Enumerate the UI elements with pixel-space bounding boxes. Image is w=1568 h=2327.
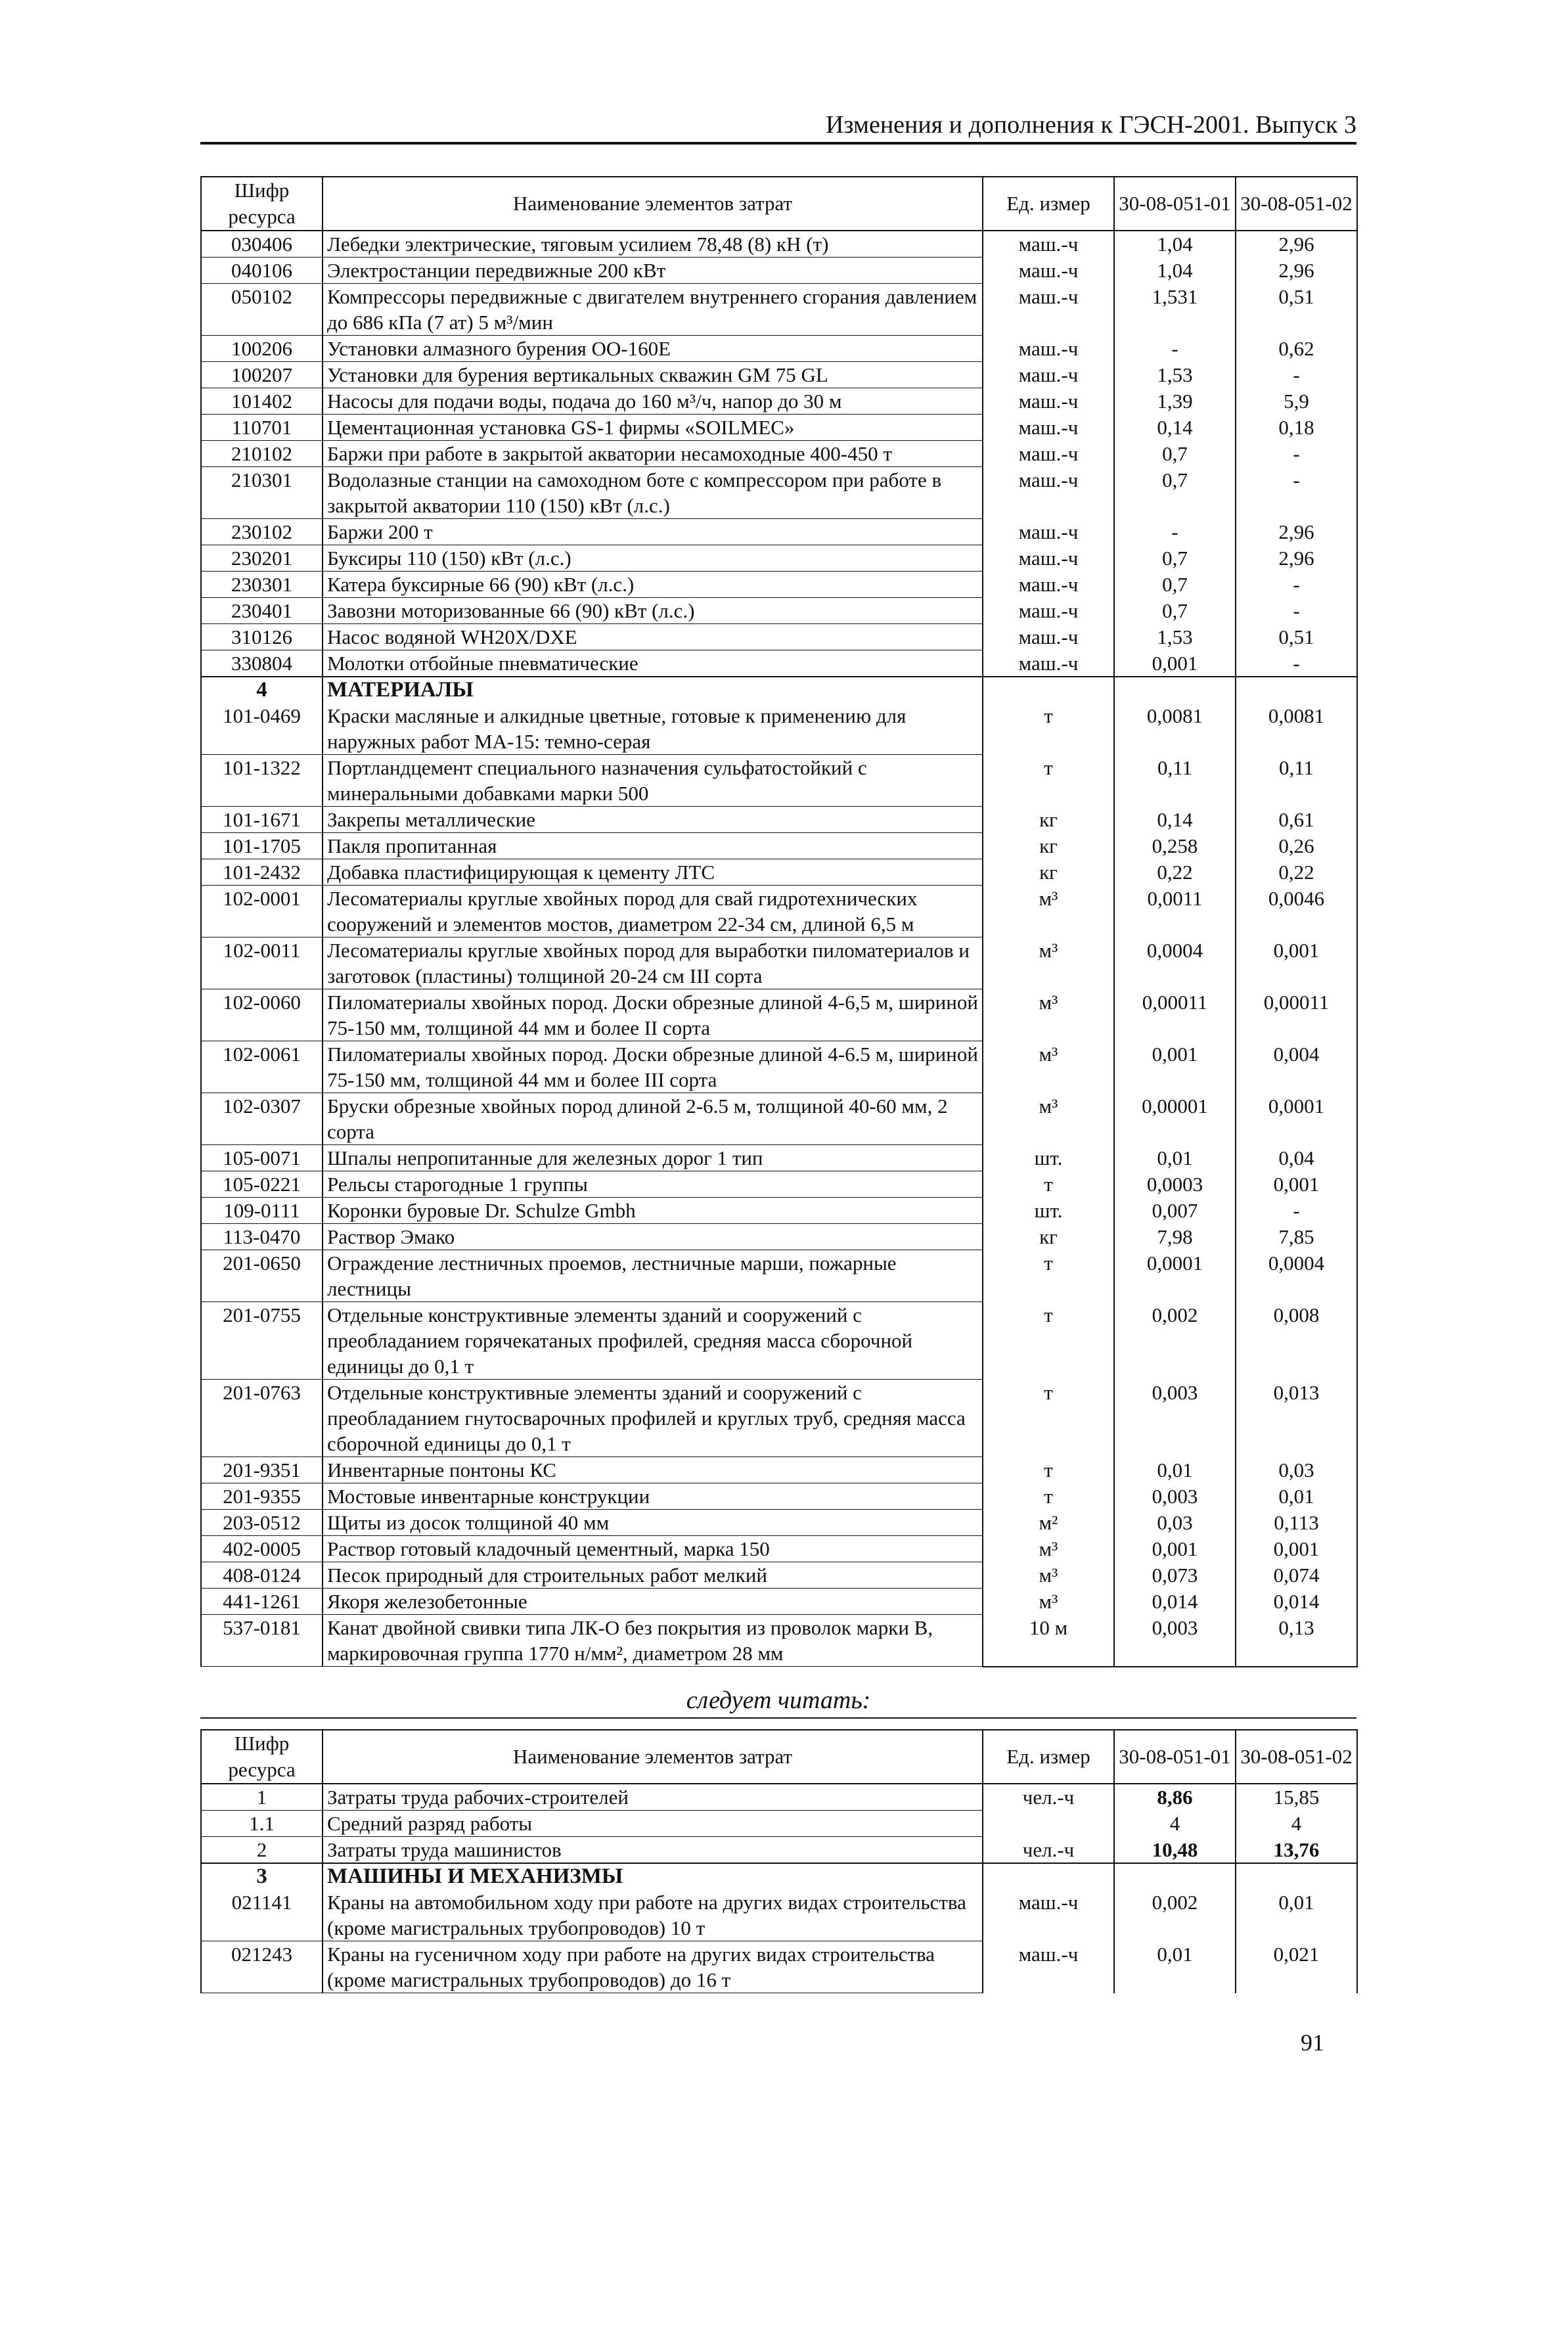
materials-rows	[201, 677, 1357, 1667]
value-col1: 8,86	[1114, 1784, 1236, 1811]
unit: т	[983, 755, 1114, 807]
value-col1: 1,04	[1114, 231, 1236, 258]
value-col2: 5,9	[1236, 388, 1357, 415]
resource-code: 021243	[201, 1941, 323, 1993]
resource-name: Рельсы старогодные 1 группы	[323, 1171, 983, 1198]
resource-code: 1	[201, 1784, 323, 1811]
table-row	[201, 231, 1357, 258]
resource-code: 030406	[201, 231, 323, 258]
value-col2: 0,26	[1236, 833, 1357, 859]
unit: м³	[983, 938, 1114, 989]
value-col1: 0,002	[1114, 1302, 1236, 1380]
resource-code: 101-0469	[201, 703, 323, 755]
table-row	[201, 545, 1357, 572]
resource-name: Раствор Эмако	[323, 1224, 983, 1250]
unit: м³	[983, 1536, 1114, 1562]
value-col1: 0,7	[1114, 441, 1236, 467]
value-col1: 0,11	[1114, 755, 1236, 807]
unit: м³	[983, 1093, 1114, 1145]
unit: маш.-ч	[983, 598, 1114, 624]
resource-name: Насосы для подачи воды, подача до 160 м³/ч, напор до 30 м	[323, 388, 983, 415]
header-col1: 30-08-051-01	[1114, 177, 1236, 231]
resource-name: Компрессоры передвижные с двигателем внутреннего сгорания давлением до 686 кПа (7 ат) 5 м³/мин	[323, 284, 983, 336]
resource-code: 040106	[201, 258, 323, 284]
value-col1: 0,0004	[1114, 938, 1236, 989]
resource-name: Молотки отбойные пневматические	[323, 650, 983, 677]
section-code: 4	[201, 677, 323, 703]
value-col2: 0,001	[1236, 1171, 1357, 1198]
table-row	[201, 1171, 1357, 1198]
resource-code: 101-1671	[201, 807, 323, 833]
resource-name: Цементационная установка GS-1 фирмы «SOILMEC»	[323, 415, 983, 441]
value-col1: 0,003	[1114, 1615, 1236, 1667]
resource-name: Шпалы непропитанные для железных дорог 1 тип	[323, 1145, 983, 1171]
value-col2: 0,51	[1236, 284, 1357, 336]
resource-code: 1.1	[201, 1811, 323, 1837]
value-col2: 0,00011	[1236, 989, 1357, 1041]
table-row	[201, 989, 1357, 1041]
subtitle-text: следует читать:	[686, 1686, 871, 1714]
resource-name: Лебедки электрические, тяговым усилием 78,48 (8) кН (т)	[323, 231, 983, 258]
resource-name: Лесоматериалы круглые хвойных пород для выработки пиломатериалов и заготовок (пластины) толщиной 20-24 см III сорта	[323, 938, 983, 989]
table-row	[201, 624, 1357, 650]
resource-name: Раствор готовый кладочный цементный, марка 150	[323, 1536, 983, 1562]
resource-code: 105-0071	[201, 1145, 323, 1171]
resource-name: Якоря железобетонные	[323, 1589, 983, 1615]
resource-code: 230301	[201, 572, 323, 598]
resource-name: Пакля пропитанная	[323, 833, 983, 859]
resource-code: 101-2432	[201, 859, 323, 886]
unit: 10 м	[983, 1615, 1114, 1667]
table-row	[201, 1250, 1357, 1302]
table-row	[201, 1510, 1357, 1536]
value-col2: 13,76	[1236, 1837, 1357, 1864]
table-row	[201, 1615, 1357, 1667]
value-col2: 0,01	[1236, 1483, 1357, 1510]
unit: маш.-ч	[983, 624, 1114, 650]
value-col2: 0,01	[1236, 1889, 1357, 1941]
value-col2: 0,004	[1236, 1041, 1357, 1093]
resource-name: Водолазные станции на самоходном боте с компрессором при работе в закрытой акватории 110 (150) кВт (л.с.)	[323, 467, 983, 519]
resource-code: 402-0005	[201, 1536, 323, 1562]
header-unit: Ед. измер	[983, 1730, 1114, 1784]
value-col1: 0,073	[1114, 1562, 1236, 1589]
unit: м³	[983, 989, 1114, 1041]
resource-code: 408-0124	[201, 1562, 323, 1589]
table-row	[201, 1536, 1357, 1562]
value-col1: -	[1114, 336, 1236, 362]
unit: м³	[983, 1562, 1114, 1589]
resource-name: Средний разряд работы	[323, 1811, 983, 1837]
value-col2: 0,0001	[1236, 1093, 1357, 1145]
table-row	[201, 1380, 1357, 1457]
resource-code: 105-0221	[201, 1171, 323, 1198]
table-row	[201, 703, 1357, 755]
resource-name: Установки алмазного бурения ОО-160Е	[323, 336, 983, 362]
unit: т	[983, 1250, 1114, 1302]
value-col1: 0,01	[1114, 1457, 1236, 1483]
value-col2: 0,0046	[1236, 886, 1357, 938]
unit: м³	[983, 1041, 1114, 1093]
value-col2: 0,001	[1236, 938, 1357, 989]
resource-name: Установки для бурения вертикальных скважин GM 75 GL	[323, 362, 983, 388]
resource-code: 537-0181	[201, 1615, 323, 1667]
resource-name: Краны на гусеничном ходу при работе на других видах строительства (кроме магистральных трубопроводов) до 16 т	[323, 1941, 983, 1993]
header-unit: Ед. измер	[983, 177, 1114, 231]
resource-table-new	[200, 1729, 1356, 1993]
resource-name: Затраты труда рабочих-строителей	[323, 1784, 983, 1811]
resource-name: Пиломатериалы хвойных пород. Доски обрезные длиной 4-6,5 м, шириной 75-150 мм, толщиной 44 мм и более II сорта	[323, 989, 983, 1041]
value-col1: 1,04	[1114, 258, 1236, 284]
resource-code: 210301	[201, 467, 323, 519]
labor-rows	[201, 1784, 1357, 1863]
resource-code: 310126	[201, 624, 323, 650]
value-col2: 15,85	[1236, 1784, 1357, 1811]
resource-name: Инвентарные понтоны КС	[323, 1457, 983, 1483]
resource-name: Лесоматериалы круглые хвойных пород для свай гидротехнических сооружений и элементов мостов, диаметром 22-34 см, длиной 6,5 м	[323, 886, 983, 938]
unit: маш.-ч	[983, 650, 1114, 677]
unit: шт.	[983, 1145, 1114, 1171]
table-row	[201, 1941, 1357, 1993]
unit: маш.-ч	[983, 1941, 1114, 1993]
table-row	[201, 1457, 1357, 1483]
resource-name: Пиломатериалы хвойных пород. Доски обрезные длиной 4-6.5 м, шириной 75-150 мм, толщиной 44 мм и более III сорта	[323, 1041, 983, 1093]
table-row	[201, 1041, 1357, 1093]
value-col2: -	[1236, 598, 1357, 624]
table-row	[201, 650, 1357, 677]
resource-code: 230201	[201, 545, 323, 572]
value-col1: 0,14	[1114, 807, 1236, 833]
header-code: Шифр ресурса	[201, 177, 323, 231]
section-title: МАШИНЫ И МЕХАНИЗМЫ	[323, 1863, 983, 1889]
table-row	[201, 598, 1357, 624]
value-col1: 0,001	[1114, 650, 1236, 677]
value-col2: 0,11	[1236, 755, 1357, 807]
resource-code: 100207	[201, 362, 323, 388]
value-col1: 1,53	[1114, 362, 1236, 388]
table-row	[201, 336, 1357, 362]
value-col2: 0,021	[1236, 1941, 1357, 1993]
value-col2: -	[1236, 572, 1357, 598]
value-col1: -	[1114, 519, 1236, 545]
resource-name: Завозни моторизованные 66 (90) кВт (л.с.)	[323, 598, 983, 624]
value-col1: 0,7	[1114, 545, 1236, 572]
value-col1: 0,003	[1114, 1380, 1236, 1457]
resource-code: 230401	[201, 598, 323, 624]
value-col2: 0,001	[1236, 1536, 1357, 1562]
value-col1: 0,014	[1114, 1589, 1236, 1615]
resource-code: 441-1261	[201, 1589, 323, 1615]
resource-code: 102-0307	[201, 1093, 323, 1145]
unit: м³	[983, 886, 1114, 938]
resource-code: 100206	[201, 336, 323, 362]
table-row	[201, 1198, 1357, 1224]
value-col1: 0,0081	[1114, 703, 1236, 755]
machines-rows-new	[201, 1863, 1357, 1993]
subtitle	[200, 1686, 1356, 1719]
value-col2: 4	[1236, 1811, 1357, 1837]
value-col1: 0,01	[1114, 1145, 1236, 1171]
table-row	[201, 1093, 1357, 1145]
value-col2: 7,85	[1236, 1224, 1357, 1250]
unit: т	[983, 1380, 1114, 1457]
value-col1: 1,53	[1114, 624, 1236, 650]
unit: маш.-ч	[983, 1889, 1114, 1941]
value-col2: 0,0004	[1236, 1250, 1357, 1302]
unit: маш.-ч	[983, 572, 1114, 598]
unit: маш.-ч	[983, 441, 1114, 467]
unit: т	[983, 1171, 1114, 1198]
table-row	[201, 1837, 1357, 1864]
table-row	[201, 362, 1357, 388]
table-row	[201, 886, 1357, 938]
value-col1: 0,7	[1114, 598, 1236, 624]
table-row	[201, 1589, 1357, 1615]
value-col1: 0,14	[1114, 415, 1236, 441]
resource-code: 102-0001	[201, 886, 323, 938]
value-col2: 2,96	[1236, 519, 1357, 545]
resource-name: Песок природный для строительных работ мелкий	[323, 1562, 983, 1589]
unit: кг	[983, 1224, 1114, 1250]
unit: маш.-ч	[983, 415, 1114, 441]
header-col2: 30-08-051-02	[1236, 177, 1357, 231]
resource-code: 201-0650	[201, 1250, 323, 1302]
resource-table-old	[200, 176, 1356, 1667]
unit: кг	[983, 807, 1114, 833]
value-col2: 0,18	[1236, 415, 1357, 441]
resource-code: 201-9355	[201, 1483, 323, 1510]
resource-name: Краски масляные и алкидные цветные, готовые к применению для наружных работ МА-15: темно-серая	[323, 703, 983, 755]
resource-code: 201-9351	[201, 1457, 323, 1483]
resource-code: 110701	[201, 415, 323, 441]
value-col1: 0,007	[1114, 1198, 1236, 1224]
value-col2: 0,13	[1236, 1615, 1357, 1667]
value-col1: 0,22	[1114, 859, 1236, 886]
page-header	[200, 110, 1356, 145]
value-col2: 0,0081	[1236, 703, 1357, 755]
unit: м²	[983, 1510, 1114, 1536]
unit: кг	[983, 859, 1114, 886]
resource-name: Баржи при работе в закрытой акватории несамоходные 400-450 т	[323, 441, 983, 467]
resource-code: 102-0060	[201, 989, 323, 1041]
resource-code: 201-0763	[201, 1380, 323, 1457]
table-row	[201, 807, 1357, 833]
table-row	[201, 284, 1357, 336]
value-col2: 0,51	[1236, 624, 1357, 650]
value-col1: 0,00011	[1114, 989, 1236, 1041]
unit: маш.-ч	[983, 231, 1114, 258]
unit: маш.-ч	[983, 362, 1114, 388]
resource-name: Коронки буровые Dr. Schulze Gmbh	[323, 1198, 983, 1224]
resource-code: 101-1705	[201, 833, 323, 859]
value-col1: 0,0001	[1114, 1250, 1236, 1302]
resource-code: 102-0061	[201, 1041, 323, 1093]
resource-code: 101402	[201, 388, 323, 415]
value-col2: -	[1236, 650, 1357, 677]
value-col1: 0,03	[1114, 1510, 1236, 1536]
value-col2: 0,62	[1236, 336, 1357, 362]
value-col1: 10,48	[1114, 1837, 1236, 1864]
value-col2: -	[1236, 467, 1357, 519]
resource-code: 330804	[201, 650, 323, 677]
value-col2: 0,61	[1236, 807, 1357, 833]
value-col1: 0,01	[1114, 1941, 1236, 1993]
value-col2: 0,04	[1236, 1145, 1357, 1171]
resource-name: Насос водяной WH20X/DXE	[323, 624, 983, 650]
unit: шт.	[983, 1198, 1114, 1224]
value-col1: 4	[1114, 1811, 1236, 1837]
table-row	[201, 441, 1357, 467]
table-row	[201, 1562, 1357, 1589]
resource-name: Баржи 200 т	[323, 519, 983, 545]
value-col1: 0,7	[1114, 572, 1236, 598]
resource-name: Буксиры 110 (150) кВт (л.с.)	[323, 545, 983, 572]
value-col2: -	[1236, 362, 1357, 388]
resource-name: Отдельные конструктивные элементы зданий и сооружений с преобладанием гнутосварочных профилей и круглых труб, средняя масса сборочной единицы до 0,1 т	[323, 1380, 983, 1457]
value-col1: 0,001	[1114, 1041, 1236, 1093]
resource-code: 203-0512	[201, 1510, 323, 1536]
resource-code: 201-0755	[201, 1302, 323, 1380]
header-name: Наименование элементов затрат	[323, 177, 983, 231]
table-row	[201, 1889, 1357, 1941]
unit: т	[983, 1483, 1114, 1510]
unit: т	[983, 1302, 1114, 1380]
unit: маш.-ч	[983, 467, 1114, 519]
machines-rows	[201, 231, 1357, 677]
resource-name: Закрепы металлические	[323, 807, 983, 833]
value-col1: 0,7	[1114, 467, 1236, 519]
resource-code: 021141	[201, 1889, 323, 1941]
resource-code: 050102	[201, 284, 323, 336]
value-col2: 0,22	[1236, 859, 1357, 886]
resource-name: Электростанции передвижные 200 кВт	[323, 258, 983, 284]
resource-code: 101-1322	[201, 755, 323, 807]
resource-name: Краны на автомобильном ходу при работе на других видах строительства (кроме магистральных трубопроводов) 10 т	[323, 1889, 983, 1941]
table-row	[201, 1784, 1357, 1811]
resource-code: 109-0111	[201, 1198, 323, 1224]
value-col2: -	[1236, 1198, 1357, 1224]
value-col2: 0,113	[1236, 1510, 1357, 1536]
section-row-materials	[201, 677, 1357, 703]
table-row	[201, 859, 1357, 886]
value-col2: -	[1236, 441, 1357, 467]
resource-code: 113-0470	[201, 1224, 323, 1250]
unit: чел.-ч	[983, 1837, 1114, 1864]
value-col1: 0,003	[1114, 1483, 1236, 1510]
value-col1: 0,002	[1114, 1889, 1236, 1941]
value-col1: 0,00001	[1114, 1093, 1236, 1145]
table-row	[201, 833, 1357, 859]
unit: маш.-ч	[983, 519, 1114, 545]
value-col1: 0,258	[1114, 833, 1236, 859]
value-col1: 0,001	[1114, 1536, 1236, 1562]
resource-name: Портландцемент специального назначения сульфатостойкий с минеральными добавками марки 500	[323, 755, 983, 807]
unit: чел.-ч	[983, 1784, 1114, 1811]
unit: маш.-ч	[983, 258, 1114, 284]
resource-name: Канат двойной свивки типа ЛК-О без покрытия из проволок марки В, маркировочная группа 1770 н/мм², диаметром 28 мм	[323, 1615, 983, 1667]
unit: маш.-ч	[983, 284, 1114, 336]
value-col2: 0,014	[1236, 1589, 1357, 1615]
unit: маш.-ч	[983, 336, 1114, 362]
unit: т	[983, 703, 1114, 755]
value-col2: 0,03	[1236, 1457, 1357, 1483]
header-col2: 30-08-051-02	[1236, 1730, 1357, 1784]
unit: т	[983, 1457, 1114, 1483]
table-row	[201, 388, 1357, 415]
table-row	[201, 258, 1357, 284]
unit: м³	[983, 1589, 1114, 1615]
resource-name: Отдельные конструктивные элементы зданий и сооружений с преобладанием горячекатаных профилей, средняя масса сборочной единицы до 0,1 т	[323, 1302, 983, 1380]
table-row	[201, 1302, 1357, 1380]
value-col1: 0,0003	[1114, 1171, 1236, 1198]
value-col2: 0,008	[1236, 1302, 1357, 1380]
resource-name: Катера буксирные 66 (90) кВт (л.с.)	[323, 572, 983, 598]
table-row	[201, 1811, 1357, 1837]
unit: маш.-ч	[983, 388, 1114, 415]
value-col2: 0,074	[1236, 1562, 1357, 1589]
table-row	[201, 755, 1357, 807]
resource-code: 102-0011	[201, 938, 323, 989]
table-row	[201, 1483, 1357, 1510]
resource-code: 2	[201, 1837, 323, 1864]
page-number: 91	[1301, 2029, 1324, 2056]
section-row-machines	[201, 1863, 1357, 1889]
resource-code: 230102	[201, 519, 323, 545]
value-col1: 7,98	[1114, 1224, 1236, 1250]
header-col1: 30-08-051-01	[1114, 1730, 1236, 1784]
value-col2: 0,013	[1236, 1380, 1357, 1457]
unit: кг	[983, 833, 1114, 859]
value-col1: 1,39	[1114, 388, 1236, 415]
table-header-row	[201, 1730, 1357, 1784]
header-name: Наименование элементов затрат	[323, 1730, 983, 1784]
value-col2: 2,96	[1236, 545, 1357, 572]
resource-name: Бруски обрезные хвойных пород длиной 2-6.5 м, толщиной 40-60 мм, 2 сорта	[323, 1093, 983, 1145]
unit	[983, 1811, 1114, 1837]
value-col2: 2,96	[1236, 258, 1357, 284]
value-col2: 2,96	[1236, 231, 1357, 258]
table-row	[201, 938, 1357, 989]
section-title: МАТЕРИАЛЫ	[323, 677, 983, 703]
resource-code: 210102	[201, 441, 323, 467]
table-row	[201, 1145, 1357, 1171]
header-title: Изменения и дополнения к ГЭСН-2001. Выпуск 3	[825, 111, 1356, 139]
table-row	[201, 467, 1357, 519]
unit: маш.-ч	[983, 545, 1114, 572]
section-code: 3	[201, 1863, 323, 1889]
header-code: Шифр ресурса	[201, 1730, 323, 1784]
table-row	[201, 519, 1357, 545]
table-header-row	[201, 177, 1357, 231]
resource-name: Щиты из досок толщиной 40 мм	[323, 1510, 983, 1536]
resource-name: Ограждение лестничных проемов, лестничные марши, пожарные лестницы	[323, 1250, 983, 1302]
resource-name: Добавка пластифицирующая к цементу ЛТС	[323, 859, 983, 886]
resource-name: Мостовые инвентарные конструкции	[323, 1483, 983, 1510]
value-col1: 0,0011	[1114, 886, 1236, 938]
resource-name: Затраты труда машинистов	[323, 1837, 983, 1864]
table-row	[201, 415, 1357, 441]
value-col1: 1,531	[1114, 284, 1236, 336]
table-row	[201, 1224, 1357, 1250]
table-row	[201, 572, 1357, 598]
